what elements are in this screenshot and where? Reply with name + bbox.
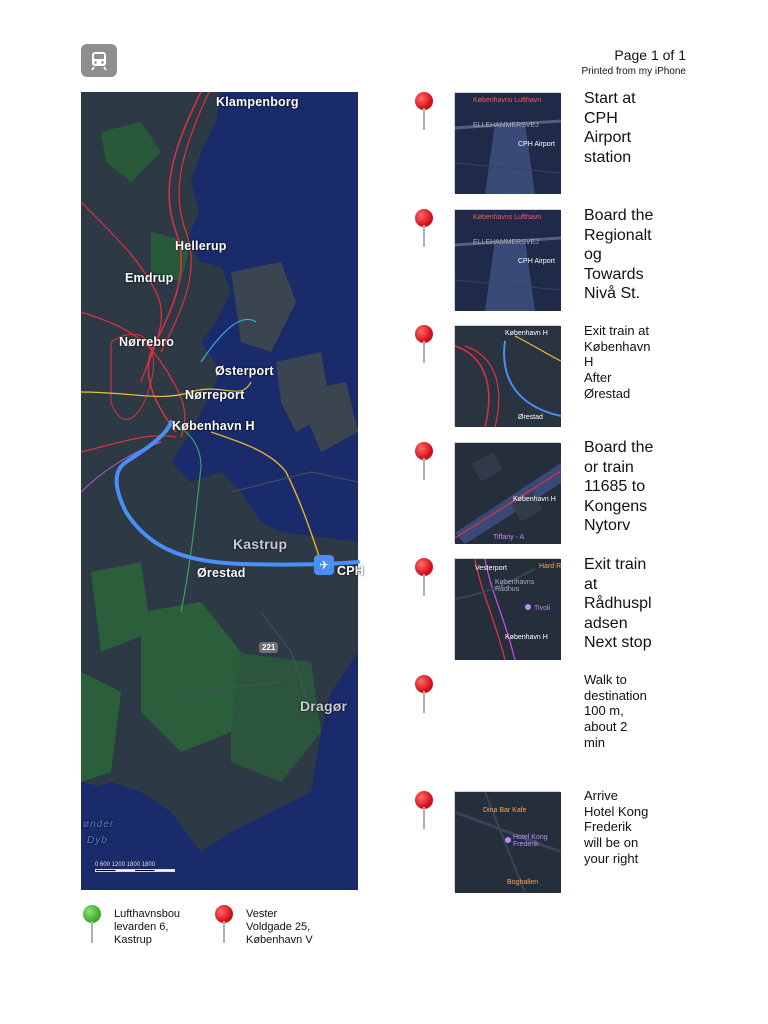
end-pin-icon bbox=[215, 905, 233, 945]
map-label-orestad: Ørestad bbox=[197, 566, 246, 580]
page-number: Page 1 of 1 bbox=[614, 47, 686, 63]
thumb-3-label-1: København H bbox=[505, 330, 548, 337]
printed-from: Printed from my iPhone bbox=[581, 66, 686, 77]
step-2-pin-icon bbox=[415, 209, 433, 249]
map-label-dragor: Dragør bbox=[300, 698, 348, 714]
step-3-pin-icon bbox=[415, 325, 433, 365]
step-2-text: Board the Regionalt og Towards Nivå St. bbox=[584, 207, 654, 302]
map-label-cph: CPH bbox=[337, 564, 364, 578]
step-5-text: Exit train at Rådhuspl adsen Next stop bbox=[584, 556, 652, 651]
step-2-thumbnail[interactable] bbox=[454, 209, 560, 310]
thumb-5-label-5: København H bbox=[505, 634, 548, 641]
step-7-text: Arrive Hotel Kong Frederik will be on your right bbox=[584, 788, 649, 866]
thumb-1-label-1: Københavns Lufthavn bbox=[473, 97, 542, 104]
thumb-2-label-1: Københavns Lufthavn bbox=[473, 214, 542, 221]
scale-bar bbox=[95, 862, 175, 874]
thumb-7-label-2: Hotel Kong Frederik bbox=[513, 834, 548, 848]
end-address: Vester Voldgade 25, København V bbox=[246, 908, 313, 946]
thumb-2-label-3: CPH Airport bbox=[518, 258, 555, 265]
start-pin-icon bbox=[83, 905, 101, 945]
thumb-5-label-1: Vesterport bbox=[475, 565, 507, 572]
step-5-thumbnail[interactable] bbox=[454, 558, 560, 659]
map-label-water-2: Dyb bbox=[87, 835, 108, 846]
airport-icon[interactable]: ✈ bbox=[314, 555, 334, 575]
thumb-7-label-3: Boghallen bbox=[507, 879, 539, 886]
map-label-water: ønder bbox=[83, 819, 115, 830]
step-4-pin-icon bbox=[415, 442, 433, 482]
scale-line bbox=[95, 869, 175, 872]
step-7-thumbnail[interactable] bbox=[454, 791, 560, 892]
thumb-2-label-2: ELLEHAMMERSVEJ bbox=[473, 239, 539, 246]
route-map[interactable] bbox=[81, 92, 364, 890]
map-label-norreport: Nørreport bbox=[185, 388, 245, 402]
map-label-osterport: Østerport bbox=[215, 364, 274, 378]
map-label-hellerup: Hellerup bbox=[175, 239, 227, 253]
map-label-kobenhavn-h: København H bbox=[172, 419, 255, 433]
step-4-thumbnail[interactable] bbox=[454, 442, 560, 543]
map-label-klampenborg: Klampenborg bbox=[216, 95, 299, 109]
step-3-thumbnail[interactable] bbox=[454, 325, 560, 426]
thumb-3-label-2: Ørestad bbox=[518, 414, 543, 421]
map-label-norrebro: Nørrebro bbox=[119, 335, 175, 349]
thumb-5-label-4: Tivoli bbox=[534, 605, 551, 612]
step-1-pin-icon bbox=[415, 92, 433, 132]
step-5-pin-icon bbox=[415, 558, 433, 598]
step-6-pin-icon bbox=[415, 675, 433, 715]
thumb-7-label-1: Dina Bar Kafe bbox=[483, 807, 527, 814]
step-3-text: Exit train at København H After Ørestad bbox=[584, 323, 651, 401]
thumb-4-label-1: København H bbox=[513, 496, 556, 503]
scale-text: 0 600 1200 1800 1800 bbox=[95, 862, 156, 868]
thumb-1-label-3: CPH Airport bbox=[518, 141, 555, 148]
start-address: Lufthavnsbou levarden 6, Kastrup bbox=[114, 908, 181, 946]
map-graphics bbox=[81, 92, 358, 890]
step-7-pin-icon bbox=[415, 791, 433, 831]
step-4-text: Board the or train 11685 to Kongens Nytorv bbox=[584, 439, 654, 534]
road-number-badge: 221 bbox=[259, 642, 278, 653]
step-1-text: Start at CPH Airport station bbox=[584, 90, 636, 166]
thumb-5-label-3: Københavns Rådhus bbox=[495, 579, 535, 593]
thumb-1-label-2: ELLEHAMMERSVEJ bbox=[473, 122, 539, 129]
map-label-emdrup: Emdrup bbox=[125, 271, 174, 285]
step-6-text: Walk to destination 100 m, about 2 min bbox=[584, 672, 647, 750]
thumb-4-label-2: Tiffany - A bbox=[493, 534, 525, 541]
train-icon bbox=[81, 44, 117, 77]
thumb-5-label-2: Hard R bbox=[539, 563, 562, 570]
page-info bbox=[582, 47, 687, 78]
map-label-kastrup: Kastrup bbox=[233, 536, 288, 552]
step-1-thumbnail[interactable] bbox=[454, 92, 560, 193]
